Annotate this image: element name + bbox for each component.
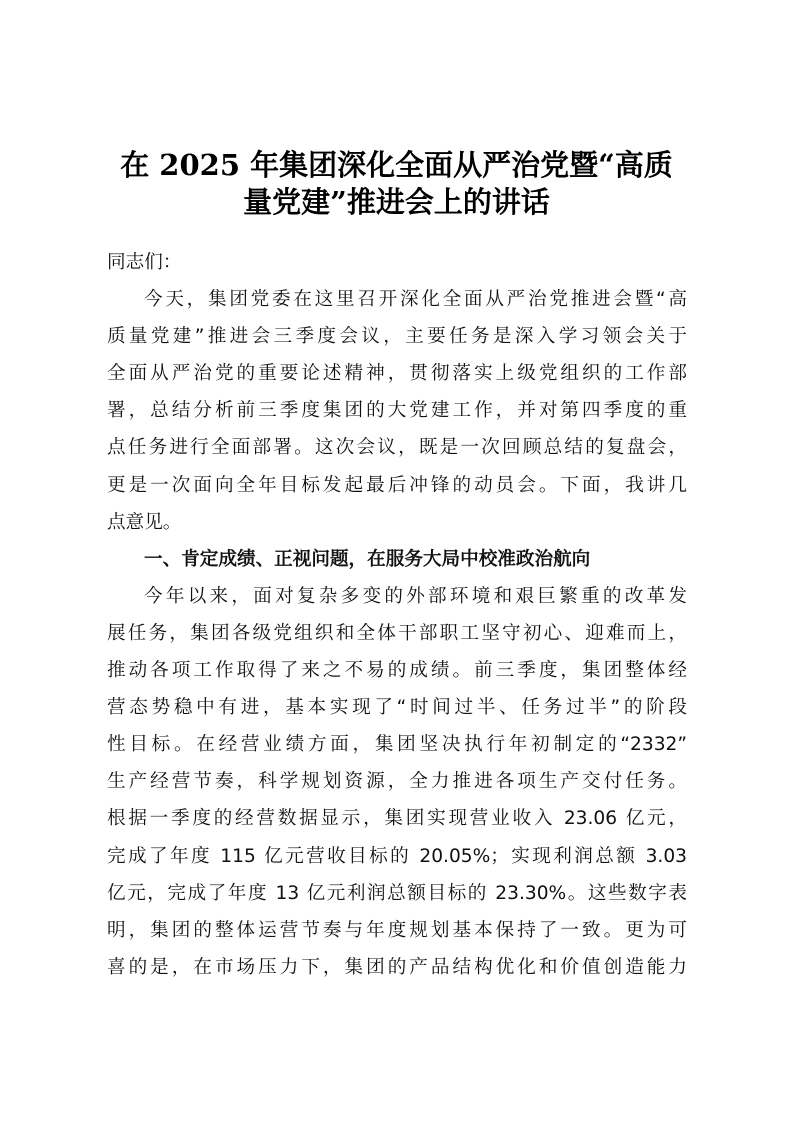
body-text-line: 今天，集团党委在这里召开深化全面从严治党推进会暨“高 [144,289,687,311]
body-text-line: 展任务，集团各级党组织和全体干部职工坚守初心、迎难而上， [107,622,687,644]
document-body [107,244,687,986]
body-text-line: 明，集团的整体运营节奏与年度规划基本保持了一致。更为可 [107,919,687,941]
body-text-line: 营态势稳中有进，基本实现了“时间过半、任务过半”的阶段 [107,697,687,719]
salutation: 同志们： [107,252,182,273]
body-text-line: 点意见。 [107,511,182,533]
body-text-line: 更是一次面向全年目标发起最后冲锋的动员会。下面，我讲几 [107,474,687,496]
body-text-line: 亿元，完成了年度 13 亿元利润总额目标的 23.30%。这些数字表 [107,882,687,904]
section-heading: 一、肯定成绩、正视问题，在服务大局中校准政治航向 [144,548,591,570]
title-line-2: 量党建”推进会上的讲话 [243,185,550,219]
body-text-line: 性目标。在经营业绩方面，集团坚决执行年初制定的“2332” [107,734,687,756]
body-text-line: 今年以来，面对复杂多变的外部环境和艰巨繁重的改革发 [144,585,687,607]
body-text-line: 全面从严治党的重要论述精神，贯彻落实上级党组织的工作部 [107,363,687,385]
title-line-1: 在 2025 年集团深化全面从严治党暨“高质 [120,148,673,182]
body-text-line: 生产经营节奏，科学规划资源，全力推进各项生产交付任务。 [107,771,687,793]
document-title [90,147,703,221]
body-text-line: 完成了年度 115 亿元营收目标的 20.05%；实现利润总额 3.03 [107,845,687,867]
body-text-line: 质量党建”推进会三季度会议，主要任务是深入学习领会关于 [107,326,687,348]
body-text-line: 根据一季度的经营数据显示，集团实现营业收入 23.06 亿元， [107,808,687,830]
body-text-line: 署，总结分析前三季度集团的大党建工作，并对第四季度的重 [107,400,687,422]
body-text-line: 点任务进行全面部署。这次会议，既是一次回顾总结的复盘会， [107,437,687,459]
body-text-line: 喜的是，在市场压力下，集团的产品结构优化和价值创造能力 [107,956,687,978]
body-text-line: 推动各项工作取得了来之不易的成绩。前三季度，集团整体经 [107,660,687,682]
